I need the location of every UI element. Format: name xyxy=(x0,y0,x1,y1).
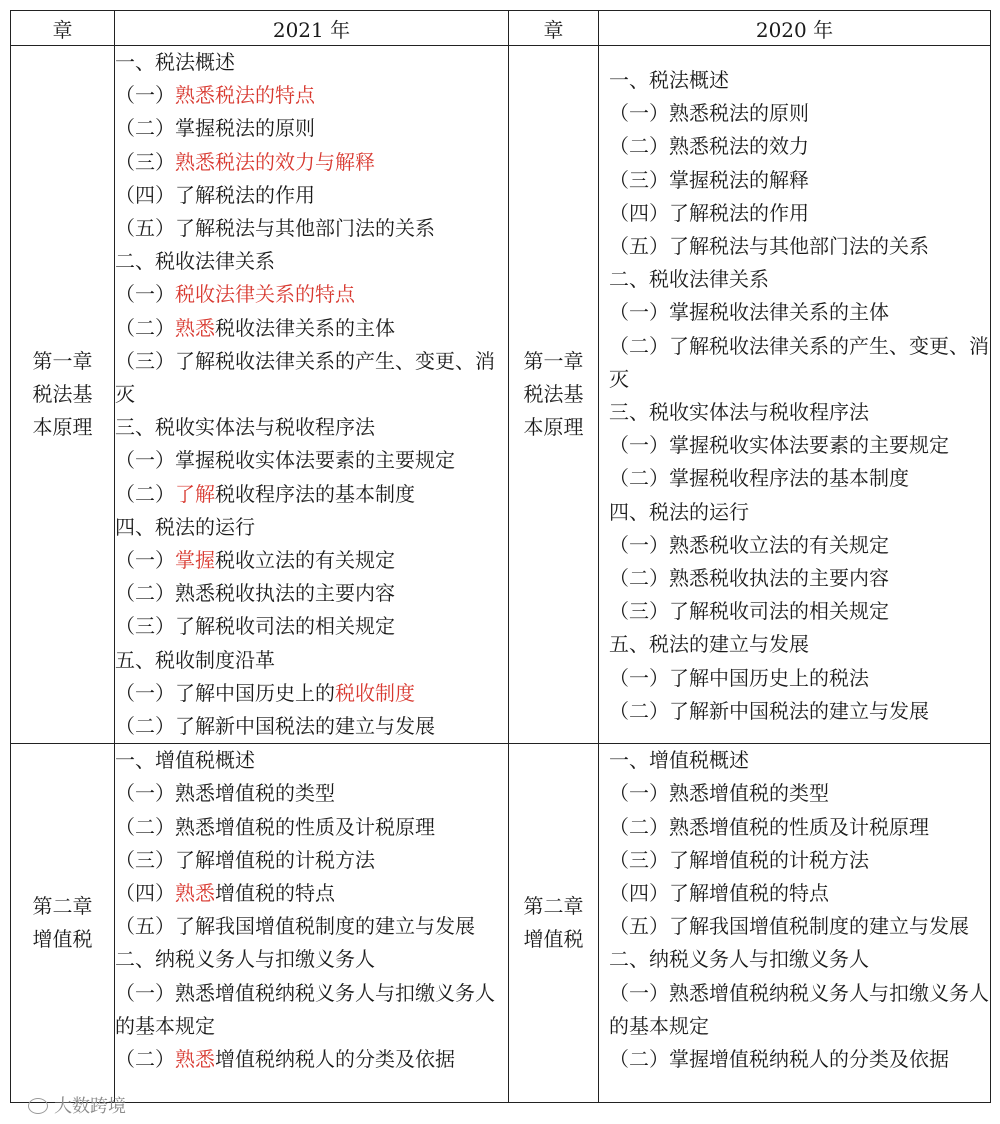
item-text: （五）了解税法与其他部门法的关系 xyxy=(609,234,929,259)
syllabus-item xyxy=(609,562,990,595)
header-chapter-2020: 章 xyxy=(509,11,599,46)
item-text: （一）掌握税收法律关系的主体 xyxy=(609,300,889,325)
weibo-icon xyxy=(28,1098,48,1114)
syllabus-item xyxy=(115,811,508,844)
item-text: （四）了解税法的作用 xyxy=(609,200,809,225)
item-text: （一）掌握税收实体法要素的主要规定 xyxy=(609,433,949,458)
syllabus-item xyxy=(115,544,508,577)
syllabus-item xyxy=(609,943,990,976)
header-year-2021: 2021 年 xyxy=(115,11,509,46)
item-text: （一） xyxy=(115,282,175,307)
item-text: （一）熟悉税法的原则 xyxy=(609,101,809,126)
syllabus-comparison-table xyxy=(10,10,991,1103)
item-text: 二、纳税义务人与扣缴义务人 xyxy=(115,947,375,972)
syllabus-item xyxy=(115,511,508,544)
syllabus-item xyxy=(609,496,990,529)
items-cell-2021 xyxy=(115,46,509,744)
highlighted-text: 了解 xyxy=(175,481,215,506)
highlighted-text: 熟悉税法的特点 xyxy=(175,83,315,108)
syllabus-item xyxy=(115,610,508,643)
syllabus-item xyxy=(609,263,990,296)
syllabus-item xyxy=(609,230,990,263)
chapter-line: 第一章 xyxy=(523,349,584,374)
syllabus-item xyxy=(609,910,990,943)
syllabus-item xyxy=(115,943,508,976)
item-text: （一） xyxy=(115,548,175,573)
syllabus-item xyxy=(609,330,990,396)
item-text: （一）熟悉税收立法的有关规定 xyxy=(609,532,889,557)
item-text: （三）了解税收法律关系的产生、变更、消灭 xyxy=(115,348,495,407)
item-text: （二）熟悉税收执法的主要内容 xyxy=(609,566,889,591)
highlighted-text: 熟悉税法的效力与解释 xyxy=(175,149,375,174)
chapter-line: 税法基 xyxy=(523,382,584,407)
item-text: 四、税法的运行 xyxy=(609,499,749,524)
item-text: 一、增值税概述 xyxy=(115,748,255,773)
syllabus-item xyxy=(115,577,508,610)
item-text: （二）了解新中国税法的建立与发展 xyxy=(609,698,929,723)
chapter-cell-2021 xyxy=(11,744,115,1103)
syllabus-item xyxy=(609,844,990,877)
item-text: （二）掌握税收程序法的基本制度 xyxy=(609,466,909,491)
syllabus-item xyxy=(115,79,508,112)
syllabus-item xyxy=(115,112,508,145)
item-text: （二） xyxy=(115,1047,175,1072)
syllabus-item xyxy=(115,910,508,943)
item-text: （三）掌握税法的解释 xyxy=(609,167,809,192)
table-row-chapter-1 xyxy=(11,46,991,744)
table-row-chapter-2 xyxy=(11,744,991,1103)
item-text: （二）掌握增值税纳税人的分类及依据 xyxy=(609,1047,949,1072)
syllabus-item xyxy=(609,695,990,728)
header-year-2020: 2020 年 xyxy=(599,11,991,46)
syllabus-item xyxy=(115,444,508,477)
item-text: 五、税法的建立与发展 xyxy=(609,632,809,657)
item-text: 一、税法概述 xyxy=(115,50,235,74)
item-text: （三）了解税收司法的相关规定 xyxy=(609,599,889,624)
chapter-line: 本原理 xyxy=(523,415,584,440)
chapter-line: 第二章 xyxy=(32,894,93,919)
syllabus-item xyxy=(609,877,990,910)
syllabus-item xyxy=(115,179,508,212)
syllabus-item xyxy=(115,977,508,1043)
item-text: （一）了解中国历史上的 xyxy=(115,680,335,705)
syllabus-item xyxy=(115,1043,508,1076)
item-text: （二）了解税收法律关系的产生、变更、消灭 xyxy=(609,333,989,391)
syllabus-item xyxy=(115,312,508,345)
item-text: 五、税收制度沿革 xyxy=(115,647,275,672)
item-text: （二）熟悉税法的效力 xyxy=(609,134,809,159)
item-text: 一、税法概述 xyxy=(609,68,729,92)
syllabus-item xyxy=(609,529,990,562)
syllabus-item xyxy=(609,164,990,197)
item-text: 增值税的特点 xyxy=(215,881,335,906)
items-cell-2020 xyxy=(599,46,991,744)
highlighted-text: 熟悉 xyxy=(175,1047,215,1072)
syllabus-item xyxy=(609,662,990,695)
highlighted-text: 税收法律关系的特点 xyxy=(175,282,355,307)
item-text: 三、税收实体法与税收程序法 xyxy=(115,415,375,440)
item-text: （一）熟悉增值税的类型 xyxy=(609,781,829,806)
chapter-line: 第二章 xyxy=(523,894,584,919)
items-cell-2021 xyxy=(115,744,509,1103)
syllabus-item xyxy=(115,212,508,245)
item-text: （一）熟悉增值税纳税义务人与扣缴义务人的基本规定 xyxy=(609,980,989,1038)
items-cell-2020 xyxy=(599,744,991,1103)
item-text: 增值税纳税人的分类及依据 xyxy=(215,1047,455,1072)
item-text: 四、税法的运行 xyxy=(115,514,255,539)
item-text: （一）掌握税收实体法要素的主要规定 xyxy=(115,448,455,473)
syllabus-item xyxy=(115,710,508,743)
item-text: 二、税收法律关系 xyxy=(609,267,769,292)
syllabus-item xyxy=(609,1043,990,1076)
header-chapter-2021: 章 xyxy=(11,11,115,46)
syllabus-item xyxy=(115,877,508,910)
syllabus-item xyxy=(609,296,990,329)
chapter-line: 增值税 xyxy=(32,927,93,952)
chapter-line: 税法基 xyxy=(32,382,93,407)
item-text: （四） xyxy=(115,881,175,906)
highlighted-text: 熟悉 xyxy=(175,881,215,906)
syllabus-item xyxy=(115,411,508,444)
syllabus-item xyxy=(609,429,990,462)
item-text: （二）熟悉增值税的性质及计税原理 xyxy=(115,814,435,839)
item-text: （二）了解新中国税法的建立与发展 xyxy=(115,714,435,739)
item-text: （一）熟悉增值税纳税义务人与扣缴义务人的基本规定 xyxy=(115,980,495,1038)
syllabus-item xyxy=(609,977,990,1043)
syllabus-item xyxy=(609,462,990,495)
syllabus-item xyxy=(609,777,990,810)
footer-watermark xyxy=(28,1092,126,1118)
syllabus-item xyxy=(115,278,508,311)
item-text: （一）了解中国历史上的税法 xyxy=(609,665,869,690)
syllabus-item xyxy=(115,46,508,79)
item-text: （三）了解增值税的计税方法 xyxy=(609,847,869,872)
item-text: 二、税收法律关系 xyxy=(115,249,275,274)
syllabus-item xyxy=(115,677,508,710)
highlighted-text: 熟悉 xyxy=(175,315,215,340)
syllabus-item xyxy=(609,64,990,97)
header-row xyxy=(11,11,991,46)
syllabus-item xyxy=(115,744,508,777)
syllabus-item xyxy=(115,478,508,511)
syllabus-item xyxy=(609,744,990,777)
syllabus-item xyxy=(609,97,990,130)
item-text: 二、纳税义务人与扣缴义务人 xyxy=(609,947,869,972)
syllabus-item xyxy=(115,146,508,179)
watermark-text: 大数跨境 xyxy=(54,1096,126,1117)
item-text: 三、税收实体法与税收程序法 xyxy=(609,400,869,425)
item-text: （五）了解我国增值税制度的建立与发展 xyxy=(609,914,969,939)
item-text: （二）掌握税法的原则 xyxy=(115,116,315,141)
item-text: （二） xyxy=(115,481,175,506)
item-text: 税收立法的有关规定 xyxy=(215,548,395,573)
syllabus-item xyxy=(115,777,508,810)
highlighted-text: 掌握 xyxy=(175,548,215,573)
syllabus-item xyxy=(609,130,990,163)
item-text: （一）熟悉增值税的类型 xyxy=(115,781,335,806)
syllabus-item xyxy=(115,844,508,877)
syllabus-item xyxy=(115,245,508,278)
item-text: （五）了解我国增值税制度的建立与发展 xyxy=(115,914,475,939)
syllabus-item xyxy=(115,644,508,677)
syllabus-item xyxy=(609,811,990,844)
item-text: （二）熟悉税收执法的主要内容 xyxy=(115,581,395,606)
syllabus-item xyxy=(609,396,990,429)
item-text: （三）了解增值税的计税方法 xyxy=(115,847,375,872)
item-text: （四）了解增值税的特点 xyxy=(609,881,829,906)
item-text: （三） xyxy=(115,149,175,174)
chapter-line: 本原理 xyxy=(32,415,93,440)
item-text: （一） xyxy=(115,83,175,108)
syllabus-item xyxy=(609,197,990,230)
item-text: （二） xyxy=(115,315,175,340)
highlighted-text: 税收制度 xyxy=(335,680,415,705)
item-text: 税收程序法的基本制度 xyxy=(215,481,415,506)
syllabus-item xyxy=(609,595,990,628)
chapter-cell-2021 xyxy=(11,46,115,744)
syllabus-item xyxy=(115,345,508,411)
chapter-cell-2020 xyxy=(509,744,599,1103)
item-text: （三）了解税收司法的相关规定 xyxy=(115,614,395,639)
chapter-cell-2020 xyxy=(509,46,599,744)
chapter-line: 增值税 xyxy=(523,927,584,952)
item-text: 一、增值税概述 xyxy=(609,748,749,773)
chapter-line: 第一章 xyxy=(32,349,93,374)
item-text: （二）熟悉增值税的性质及计税原理 xyxy=(609,814,929,839)
item-text: （四）了解税法的作用 xyxy=(115,182,315,207)
item-text: （五）了解税法与其他部门法的关系 xyxy=(115,216,435,241)
item-text: 税收法律关系的主体 xyxy=(215,315,395,340)
syllabus-item xyxy=(609,628,990,661)
